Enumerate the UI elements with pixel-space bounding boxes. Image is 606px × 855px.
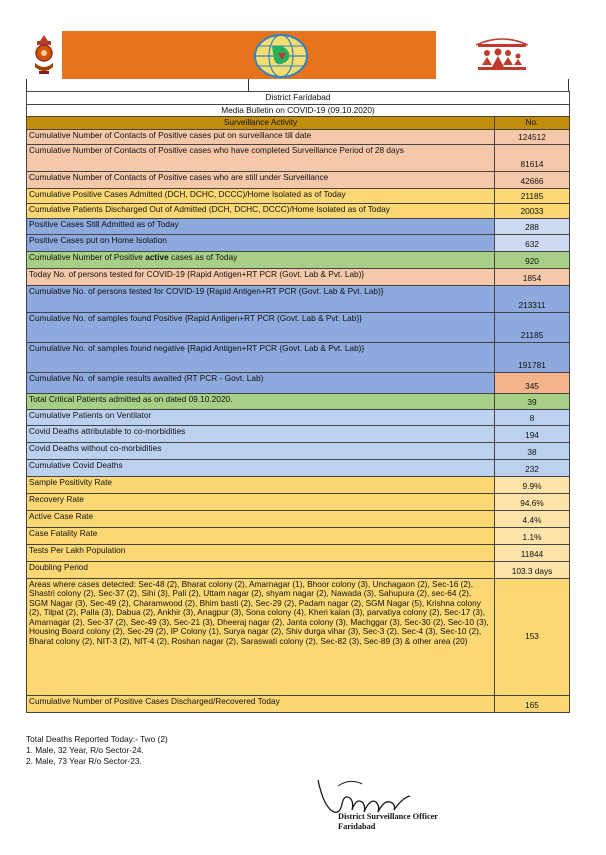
row-value: 632 <box>495 234 570 251</box>
row-label: Doubling Period <box>27 561 495 578</box>
table-row <box>27 476 570 493</box>
row-label: Case Fatality Rate <box>27 527 495 544</box>
table-row <box>27 510 570 527</box>
row-label: Cumulative Number of Contacts of Positive cases who have completed Surveillance Period of 28 days <box>27 144 495 171</box>
table-row <box>27 171 570 188</box>
table-row <box>27 393 570 409</box>
table-row <box>27 425 570 442</box>
row-value: 288 <box>495 218 570 234</box>
row-value: 103.3 days <box>495 561 570 578</box>
table-row <box>27 188 570 203</box>
divider-right <box>568 79 569 91</box>
row-value: 42666 <box>495 171 570 188</box>
table-row <box>27 695 570 712</box>
table-row <box>27 578 570 695</box>
globe-logo-icon <box>248 33 314 79</box>
row-value: 39 <box>495 393 570 409</box>
row-label: Cumulative No. of samples found negative {Rapid Antigen+RT PCR (Govt. Lab & Pvt. Lab)} <box>27 342 495 372</box>
officer-place: Faridabad <box>338 822 376 831</box>
row-value: 38 <box>495 442 570 459</box>
table-row <box>27 493 570 510</box>
death-entry: 1. Male, 32 Year, R/o Sector-24. <box>26 745 144 755</box>
officer-title: District Surveillance Officer <box>338 812 438 821</box>
row-value: 4.4% <box>495 510 570 527</box>
row-value: 213311 <box>495 285 570 312</box>
row-label: Tests Per Lakh Population <box>27 544 495 561</box>
row-label: Recovery Rate <box>27 493 495 510</box>
table-row <box>27 442 570 459</box>
table-row <box>27 342 570 372</box>
row-label: Cumulative Number of Positive Cases Discharged/Recovered Today <box>27 695 495 712</box>
areas-detected-label: Areas where cases detected: Sec-48 (2), Bharat colony (2), Amarnagar (1), Bhoor colony (3), Unchagaon (2), Sec-16 (2), Shastri colony (2), Sec-37 (2), Sihi (3), Pali (2), Uttam nagar (2), shyam nagar (2), Nawada (3), Sahupura (2), sec-64 (2), SGM Nagar (3), Sec-49 (2), Charamwood (2), Bhim basti (2), Sec-29 (2), Padam nagar (2), SGM Nagar (5), Krishna colony (2), Tilpat (2), Palla (3), Dabua (2), Ankhir (3), Anagpur (3), Sona colony (4), Kheri kalan (3), parvatiya colony (2), Sec-17 (3), Amarnagar (2), Sec-37 (2), Sec-49 (3), Sec-21 (3), Dheeraj nagar (2), Janta colony (3), Machggar (3), Sec-30 (2), Sec-10 (3), Housing Board colony (2), Sec-29 (2), IP Colony (1), Surya nagar (2), Shiv durga vihar (3), Sec-3 (2), Sec-4 (3), Sec-10 (2), Bharat colony (2), NIT-3 (2), NIT-4 (2), Roshan nagar (2), Saraswati colony (2), Sec-82 (3), Sec-89 (3) & other area (20) <box>27 578 495 695</box>
table-row <box>27 409 570 425</box>
row-label: Cumulative No. of sample results awaited (RT PCR - Govt. Lab) <box>27 372 495 393</box>
row-label: Positive Cases Still Admitted as of Today <box>27 218 495 234</box>
row-label: Cumulative Covid Deaths <box>27 459 495 476</box>
table-row <box>27 144 570 171</box>
table-row <box>27 218 570 234</box>
header-banner <box>26 31 569 79</box>
row-value: 920 <box>495 251 570 268</box>
row-value: 11844 <box>495 544 570 561</box>
deaths-report <box>26 734 168 767</box>
row-label: Covid Deaths without co-morbidities <box>27 442 495 459</box>
row-label: Active Case Rate <box>27 510 495 527</box>
row-value: 81614 <box>495 144 570 171</box>
divider-mid <box>248 79 249 91</box>
row-label: Positive Cases put on Home Isolation <box>27 234 495 251</box>
table-row <box>27 312 570 342</box>
row-label: Cumulative No. of persons tested for COVID-19 {Rapid Antigen+RT PCR (Govt. Lab & Pvt. Lab)} <box>27 285 495 312</box>
row-label-bold: active <box>145 251 169 262</box>
column-header-no: No. <box>495 117 570 130</box>
row-label: Cumulative Number of Contacts of Positive cases who are still under Surveillance <box>27 171 495 188</box>
row-value: 194 <box>495 425 570 442</box>
row-value: 21185 <box>495 312 570 342</box>
table-row <box>27 544 570 561</box>
row-value: 8 <box>495 409 570 425</box>
row-label-pre: Cumulative Number of Positive <box>29 251 146 262</box>
row-value: 94.6% <box>495 493 570 510</box>
table-row <box>27 203 570 218</box>
table-row <box>27 285 570 312</box>
table-row <box>27 561 570 578</box>
row-value: 1.1% <box>495 527 570 544</box>
left-logo-box <box>26 31 62 79</box>
table-row <box>27 251 570 268</box>
divider-left <box>26 79 27 91</box>
areas-detected-value: 153 <box>495 578 570 695</box>
deaths-title: Total Deaths Reported Today:- Two (2) <box>26 734 168 744</box>
row-value: 165 <box>495 695 570 712</box>
row-label: Cumulative Number of Contacts of Positive cases put on surveillance till date <box>27 129 495 144</box>
row-value: 9.9% <box>495 476 570 493</box>
haryana-emblem-icon <box>26 31 62 79</box>
row-label: Cumulative Patients Discharged Out of Admitted (DCH, DCHC, DCCC)/Home Isolated as of Today <box>27 203 495 218</box>
row-label: Cumulative Positive Cases Admitted (DCH, DCHC, DCCC)/Home Isolated as of Today <box>27 188 495 203</box>
row-value: 345 <box>495 372 570 393</box>
row-label: Today No. of persons tested for COVID-19 {Rapid Antigen+RT PCR (Govt. Lab & Pvt. Lab)} <box>27 268 495 285</box>
bulletin-title: Media Bulletin on COVID-19 (09.10.2020) <box>27 104 570 117</box>
row-value: 232 <box>495 459 570 476</box>
table-row <box>27 527 570 544</box>
row-value: 20033 <box>495 203 570 218</box>
table-row <box>27 234 570 251</box>
column-header-activity: Surveillance Activity <box>27 117 495 130</box>
right-logo-box <box>436 31 569 79</box>
row-label: Total Critical Patients admitted as on dated 09.10.2020. <box>27 393 495 409</box>
table-row <box>27 372 570 393</box>
row-label: Covid Deaths attributable to co-morbidities <box>27 425 495 442</box>
table-row <box>27 129 570 144</box>
row-value: 1854 <box>495 268 570 285</box>
death-entry: 2. Male, 73 Year R/o Sector-23. <box>26 756 142 766</box>
row-label: Cumulative Patients on Ventilator <box>27 409 495 425</box>
national-health-mission-logo-icon <box>436 31 569 79</box>
surveillance-table <box>26 91 570 713</box>
row-label: Cumulative No. of samples found Positive {Rapid Antigen+RT PCR (Govt. Lab & Pvt. Lab)} <box>27 312 495 342</box>
row-value: 21185 <box>495 188 570 203</box>
row-label <box>27 251 495 268</box>
table-row <box>27 268 570 285</box>
row-label: Sample Positivity Rate <box>27 476 495 493</box>
table-row <box>27 459 570 476</box>
row-value: 191781 <box>495 342 570 372</box>
officer-signature-block <box>338 812 438 832</box>
district-title: District Faridabad <box>27 92 570 105</box>
row-label-post: cases as of Today <box>168 251 238 262</box>
row-value: 124512 <box>495 129 570 144</box>
